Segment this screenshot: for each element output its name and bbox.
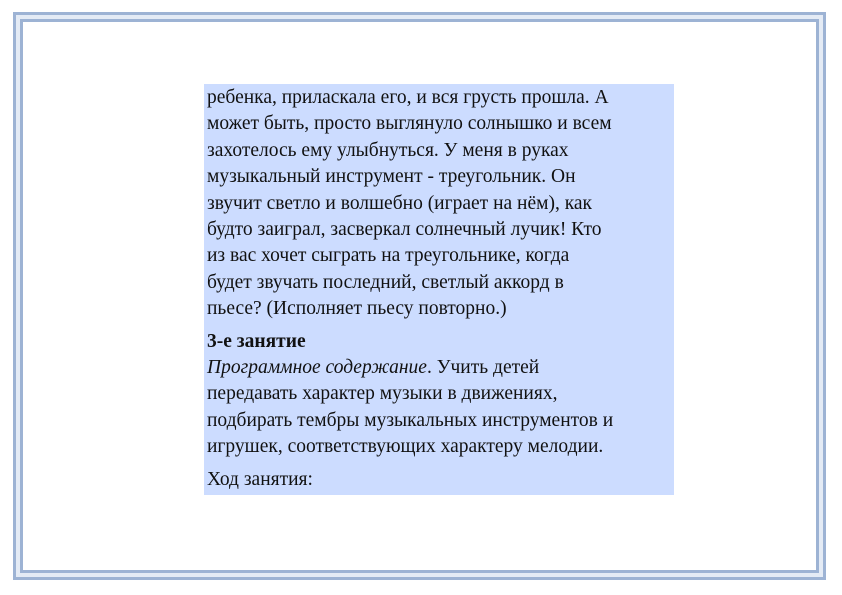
text-line: захотелось ему улыбнуться. У меня в руках <box>207 139 569 161</box>
text-line: звучит светло и волшебно (играет на нём), как <box>207 192 593 214</box>
program-label: Программное содержание <box>207 357 427 379</box>
course-label: Ход занятия: <box>207 468 313 490</box>
text-line: музыкальный инструмент - треугольник. Он <box>207 166 576 188</box>
text-line: будто заиграл, засверкал солнечный лучик! Кто <box>207 219 602 241</box>
text-line: передавать характер музыки в движениях, <box>207 383 558 405</box>
text-line: игрушек, соответствующих характеру мелодии. <box>207 436 604 458</box>
text-line <box>207 355 671 381</box>
program-text: . Учить детей <box>426 357 540 379</box>
paragraph-story <box>207 85 671 323</box>
paragraph-program <box>207 355 671 461</box>
text-line: ребенка, приласкала его, и вся грусть прошла. А <box>207 87 609 108</box>
text-line: будет звучать последний, светлый аккорд в <box>207 271 564 293</box>
lesson-heading: 3-е занятие <box>207 330 306 352</box>
text-line: подбирать тембры музыкальных инструментов и <box>207 409 614 431</box>
text-line: может быть, просто выглянуло солнышко и всем <box>207 113 612 135</box>
text-line: из вас хочет сыграть на треугольнике, когда <box>207 245 570 267</box>
text-line: пьесе? (Исполняет пьесу повторно.) <box>207 298 507 320</box>
text-box <box>204 84 674 495</box>
